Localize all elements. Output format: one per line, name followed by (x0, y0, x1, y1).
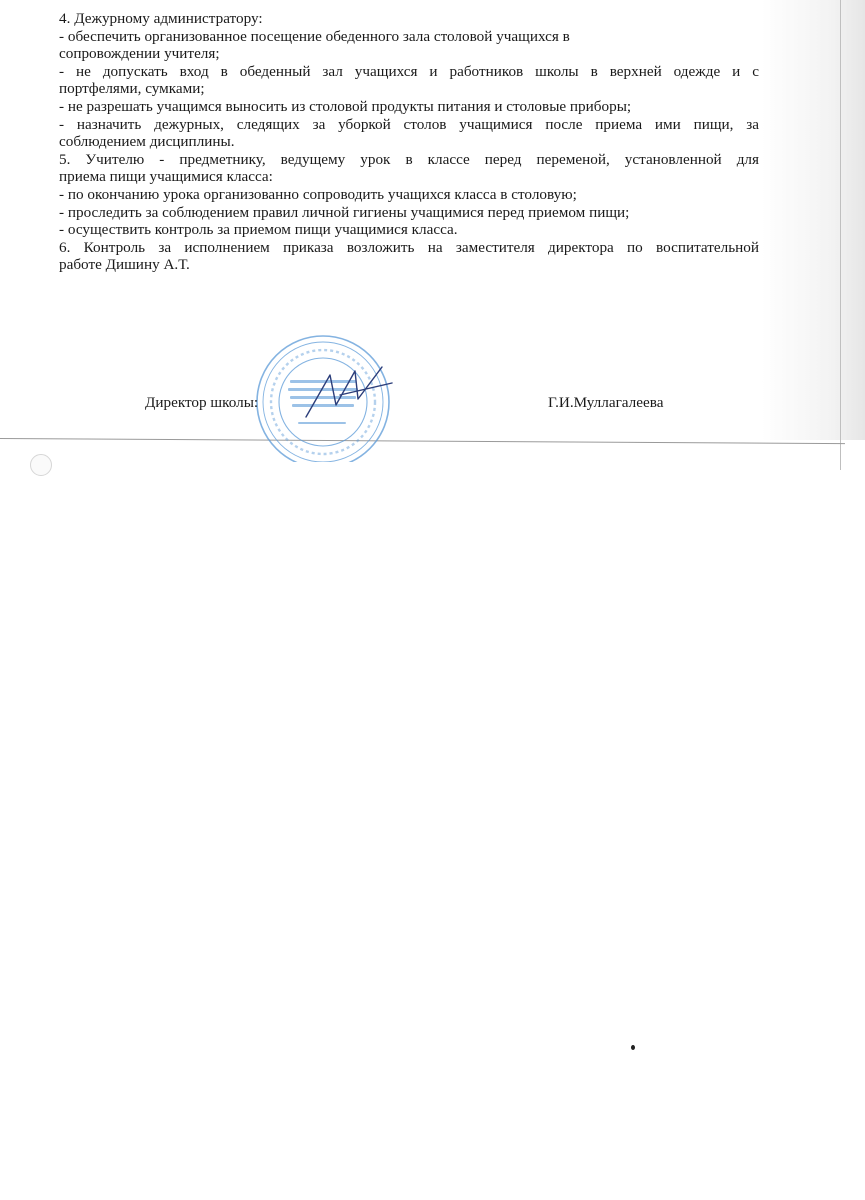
para-4-item-3: - не разрешать учащимся выносить из столовой продукты питания и столовые приборы; (59, 97, 632, 115)
para-5-item-2: - проследить за соблюдением правил личной гигиены учащимися перед приемом пищи; (59, 203, 630, 221)
scan-speck (631, 1045, 635, 1050)
para-4-item-2b: портфелями, сумками; (59, 80, 205, 98)
signature-title: Директор школы: (145, 394, 259, 411)
para-5-heading-a: 5. Учителю - предметнику, ведущему урок в классе перед переменой, установленной для (59, 150, 759, 168)
binder-hole (30, 454, 52, 476)
signature-name: Г.И.Муллагалеева (548, 394, 664, 411)
para-4-item-4a: - назначить дежурных, следящих за уборкой столов учащимися после приема ими пищи, за (59, 115, 759, 133)
para-5-item-3: - осуществить контроль за приемом пищи учащимися класса. (59, 221, 458, 239)
para-4-item-1a: - обеспечить организованное посещение обеденного зала столовой учащихся в (59, 27, 570, 45)
para-6-a: 6. Контроль за исполнением приказа возложить на заместителя директора по воспитательной (59, 238, 759, 256)
para-5-heading-b: приема пищи учащимися класса: (59, 168, 273, 186)
para-4-heading: 4. Дежурному администратору: (59, 10, 263, 27)
para-6-b: работе Дишину А.Т. (59, 256, 190, 274)
signature-row (0, 394, 865, 416)
para-5-item-1: - по окончанию урока организованно сопроводить учащихся класса в столовую; (59, 185, 577, 203)
para-4-item-2a: - не допускать вход в обеденный зал учащихся и работников школы в верхней одежде и с (59, 62, 759, 80)
para-4-item-4b: соблюдением дисциплины. (59, 133, 235, 151)
para-4-item-1b: сопровождении учителя; (59, 45, 220, 63)
order-text-body (59, 10, 759, 274)
